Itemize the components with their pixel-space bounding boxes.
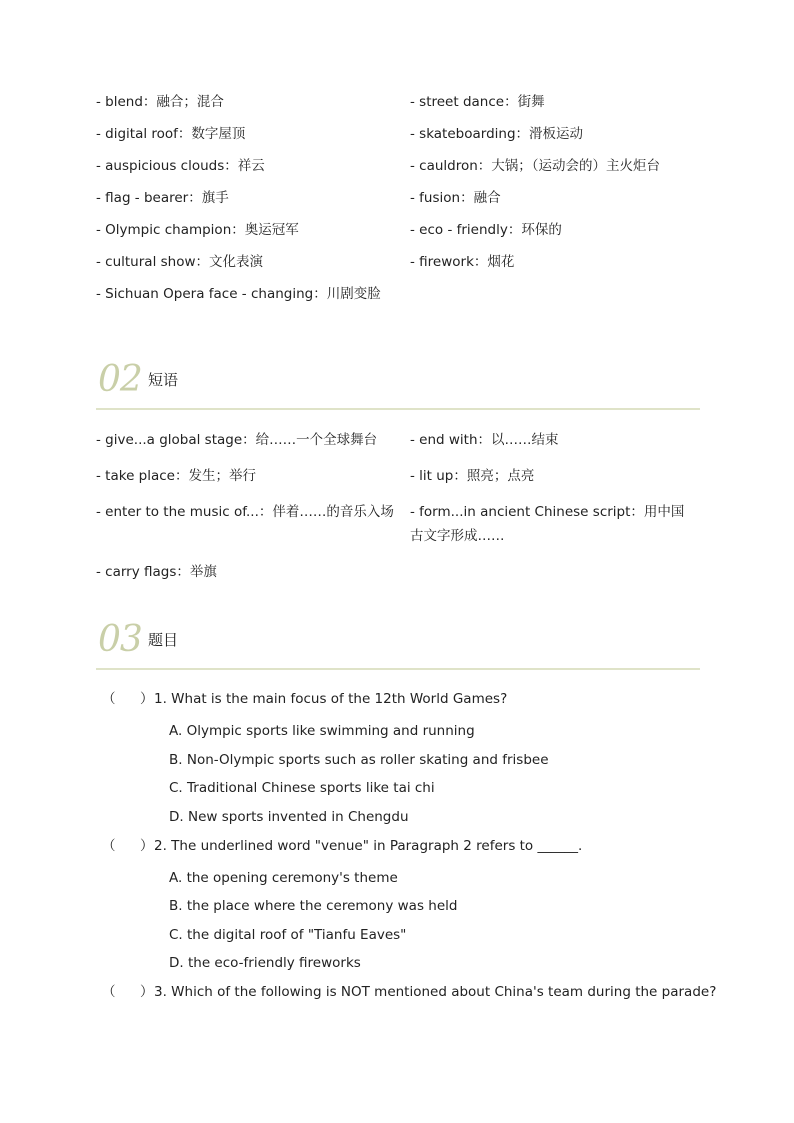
phrase-item: - give...a global stage：给……一个全球舞台 <box>96 432 378 448</box>
question-stem-row <box>96 981 717 1003</box>
question-item <box>96 981 717 1003</box>
phrase-item-empty <box>410 560 700 584</box>
phrase-item: - lit up：照亮；点亮 <box>410 468 535 484</box>
section-title: 短语 <box>148 371 179 389</box>
vocab-item: - auspicious clouds：祥云 <box>96 158 265 174</box>
section-number: 02 <box>98 359 142 400</box>
option-a: A. Olympic sports like swimming and running <box>169 723 475 739</box>
answer-blank-close: ） <box>140 691 154 707</box>
vocab-item: - cauldron：大锅；（运动会的）主火炬台 <box>410 158 661 174</box>
vocab-item: - eco - friendly：环保的 <box>410 222 562 238</box>
question-stem-row <box>96 835 700 857</box>
phrases-list <box>96 428 700 584</box>
option-c: C. Traditional Chinese sports like tai chi <box>169 780 435 796</box>
question-list <box>96 688 717 1003</box>
phrase-item: - enter to the music of...：伴着……的音乐入场 <box>96 504 394 520</box>
section-divider <box>96 668 700 670</box>
section-divider <box>96 408 700 410</box>
vocab-item: - blend：融合；混合 <box>96 94 224 110</box>
option-b: B. the place where the ceremony was held <box>169 898 458 914</box>
phrase-item: - end with：以……结束 <box>410 432 559 448</box>
vocab-item: - firework：烟花 <box>410 254 515 270</box>
vocab-item: - digital roof：数字屋顶 <box>96 126 246 142</box>
options-list <box>169 868 700 976</box>
section-title: 题目 <box>148 631 179 649</box>
answer-blank-close: ） <box>140 984 154 1000</box>
phrase-item: - form...in ancient Chinese script：用中国古文字形成…… <box>410 504 685 544</box>
option-d: D. the eco-friendly fireworks <box>169 955 361 971</box>
question-item <box>96 835 700 976</box>
answer-blank-open: （ <box>102 837 116 854</box>
vocab-item-empty <box>410 285 700 304</box>
section-number: 03 <box>98 619 142 660</box>
option-a: A. the opening ceremony's theme <box>169 869 398 886</box>
answer-blank-open: （ <box>102 984 116 1000</box>
question-stem: 2. The underlined word "venue" in Paragraph 2 refers to ______. <box>154 837 583 854</box>
question-item <box>96 688 700 829</box>
vocab-item: - Sichuan Opera face - changing：川剧变脸 <box>96 286 381 302</box>
answer-blank-open: （ <box>102 691 116 707</box>
vocab-item: - skateboarding：滑板运动 <box>410 126 584 142</box>
option-b: B. Non-Olympic sports such as roller skating and frisbee <box>169 751 549 768</box>
answer-blank-close: ） <box>140 837 154 854</box>
vocab-item: - Olympic champion：奥运冠军 <box>96 222 299 238</box>
option-d: D. New sports invented in Chengdu <box>169 808 409 825</box>
phrase-item: - carry flags：举旗 <box>96 564 217 580</box>
vocab-item: - street dance：街舞 <box>410 94 545 110</box>
options-list <box>169 721 700 829</box>
question-stem-row <box>96 688 700 710</box>
vocab-item: - fusion：融合 <box>410 190 501 206</box>
phrase-item: - take place：发生；举行 <box>96 468 256 484</box>
vocab-item: - cultural show：文化表演 <box>96 254 263 270</box>
option-c: C. the digital roof of "Tianfu Eaves" <box>169 926 407 943</box>
question-stem: 1. What is the main focus of the 12th World Games? <box>154 691 508 707</box>
vocab-item: - flag - bearer：旗手 <box>96 190 229 206</box>
vocabulary-list <box>96 93 700 304</box>
question-stem: 3. Which of the following is NOT mentioned about China's team during the parade? <box>154 984 717 1000</box>
